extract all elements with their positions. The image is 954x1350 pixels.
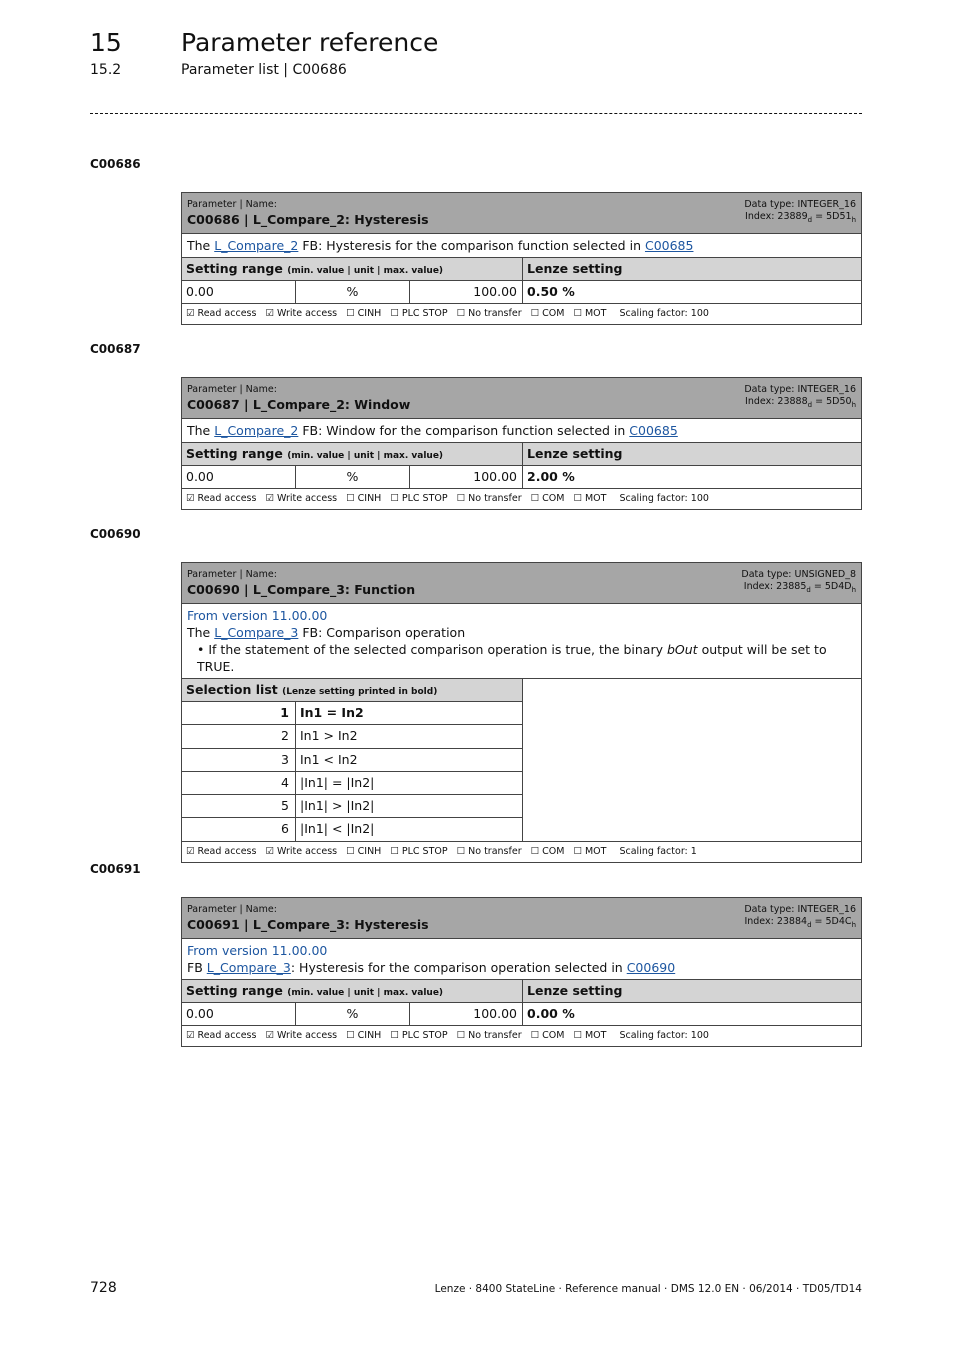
param-label: Parameter | Name: bbox=[187, 199, 277, 210]
param-link[interactable]: C00690 bbox=[626, 960, 676, 975]
fb-link[interactable]: L_Compare_2 bbox=[214, 238, 299, 253]
param-header: Parameter | Name: C00690 | L_Compare_3: Function Data type: UNSIGNED_8 Index: $23885_d = 5D4D_h$ bbox=[182, 563, 861, 604]
data-type: Data type: INTEGER_16 bbox=[744, 199, 856, 210]
min-value: 0.00 bbox=[182, 281, 296, 303]
lenze-setting: 0.50 % bbox=[527, 284, 575, 299]
param-name: C00690 | L_Compare_3: Function bbox=[187, 582, 416, 597]
header-divider bbox=[90, 113, 862, 114]
param-description: The L_Compare_2 FB: Hysteresis for the comparison function selected in C00685 bbox=[182, 234, 861, 258]
param-index: Index: $23884_d = 5D4C_h$ bbox=[744, 916, 856, 929]
param-header: Parameter | Name: C00691 | L_Compare_3: Hysteresis Data type: INTEGER_16 Index: $23884_d = 5D4C_h$ bbox=[182, 898, 861, 939]
param-link[interactable]: C00685 bbox=[629, 423, 678, 438]
fb-link[interactable]: L_Compare_2 bbox=[214, 423, 299, 438]
param-name: C00686 | L_Compare_2: Hysteresis bbox=[187, 212, 429, 227]
list-item: 2 In1 > In2 bbox=[182, 725, 522, 748]
param-table bbox=[181, 897, 862, 1047]
access-row: ☑ Read access ☑ Write access ☐ CINH ☐ PLC STOP ☐ No transfer ☐ COM ☐ MOT Scaling factor: 100 bbox=[186, 1030, 709, 1041]
page-number: 728 bbox=[90, 1280, 117, 1296]
version-note: From version 11.00.00 bbox=[187, 608, 328, 623]
section-number: 15.2 bbox=[90, 62, 122, 78]
list-item: 1 In1 = In2 bbox=[182, 702, 522, 725]
access-row: ☑ Read access ☑ Write access ☐ CINH ☐ PLC STOP ☐ No transfer ☐ COM ☐ MOT Scaling factor: 100 bbox=[186, 493, 709, 504]
param-name: C00687 | L_Compare_2: Window bbox=[187, 397, 411, 412]
setting-range-header: Setting range (min. value | unit | max. value) Lenze setting bbox=[182, 980, 861, 1003]
section-title: Parameter list | C00686 bbox=[181, 62, 347, 78]
list-item: 5 |In1| > |In2| bbox=[182, 795, 522, 818]
param-name: C00691 | L_Compare_3: Hysteresis bbox=[187, 917, 429, 932]
param-heading: C00690 bbox=[90, 527, 141, 541]
version-note: From version 11.00.00 bbox=[187, 943, 328, 958]
setting-range-values bbox=[182, 281, 861, 304]
footer-text: Lenze · 8400 StateLine · Reference manual · DMS 12.0 EN · 06/2014 · TD05/TD14 bbox=[434, 1283, 862, 1295]
param-header bbox=[182, 193, 861, 234]
fb-link[interactable]: L_Compare_3 bbox=[206, 960, 291, 975]
param-description: From version 11.00.00 The L_Compare_3 FB: Comparison operation • If the statement of the selected comparison operation is true, the binary bOut output will be set to TRUE. bbox=[182, 604, 861, 679]
param-index: Index: $23889_d = 5D51_h$ bbox=[745, 211, 856, 224]
fb-link[interactable]: L_Compare_3 bbox=[214, 625, 299, 640]
chapter-title: Parameter reference bbox=[181, 28, 439, 57]
param-table bbox=[181, 192, 862, 325]
chapter-number: 15 bbox=[90, 28, 122, 57]
param-heading: C00691 bbox=[90, 862, 141, 876]
selection-list: Selection list (Lenze setting printed in bold) 1 In1 = In2 2 In1 > In2 3 In1 < In2 4 |In1| = |In2| 5 |In1| > |In2| 6 |In1| < |In2| bbox=[182, 679, 861, 842]
unit: % bbox=[296, 281, 410, 303]
list-item: 6 |In1| < |In2| bbox=[182, 818, 522, 841]
param-description: The L_Compare_2 FB: Window for the comparison function selected in C00685 bbox=[182, 419, 861, 443]
param-heading: C00687 bbox=[90, 342, 141, 356]
param-table bbox=[181, 377, 862, 510]
param-description: From version 11.00.00 FB L_Compare_3: Hysteresis for the comparison operation selected in C00690 bbox=[182, 939, 861, 980]
param-table bbox=[181, 562, 862, 863]
param-index: Index: $23885_d = 5D4D_h$ bbox=[743, 581, 856, 594]
setting-range-values: 0.00 % 100.00 2.00 % bbox=[182, 466, 861, 489]
access-row: ☑ Read access ☑ Write access ☐ CINH ☐ PLC STOP ☐ No transfer ☐ COM ☐ MOT Scaling factor: 100 bbox=[186, 308, 709, 319]
max-value: 100.00 bbox=[410, 281, 523, 303]
lenze-setting: 2.00 % bbox=[527, 469, 575, 484]
param-link[interactable]: C00685 bbox=[644, 238, 694, 253]
access-row: ☑ Read access ☑ Write access ☐ CINH ☐ PLC STOP ☐ No transfer ☐ COM ☐ MOT Scaling factor: 1 bbox=[186, 846, 697, 857]
param-header: Parameter | Name: C00687 | L_Compare_2: Window Data type: INTEGER_16 Index: $23888_d = 5D50_h$ bbox=[182, 378, 861, 419]
param-heading: C00686 bbox=[90, 157, 141, 171]
setting-range-header: Setting range (min. value | unit | max. value) Lenze setting bbox=[182, 443, 861, 466]
setting-range-header: Setting range (min. value | unit | max. value) Lenze setting bbox=[182, 258, 861, 281]
list-item: 4 |In1| = |In2| bbox=[182, 772, 522, 795]
setting-range-values: 0.00 % 100.00 0.00 % bbox=[182, 1003, 861, 1026]
lenze-setting: 0.00 % bbox=[527, 1006, 575, 1021]
list-item: 3 In1 < In2 bbox=[182, 749, 522, 772]
param-index: Index: $23888_d = 5D50_h$ bbox=[745, 396, 856, 409]
